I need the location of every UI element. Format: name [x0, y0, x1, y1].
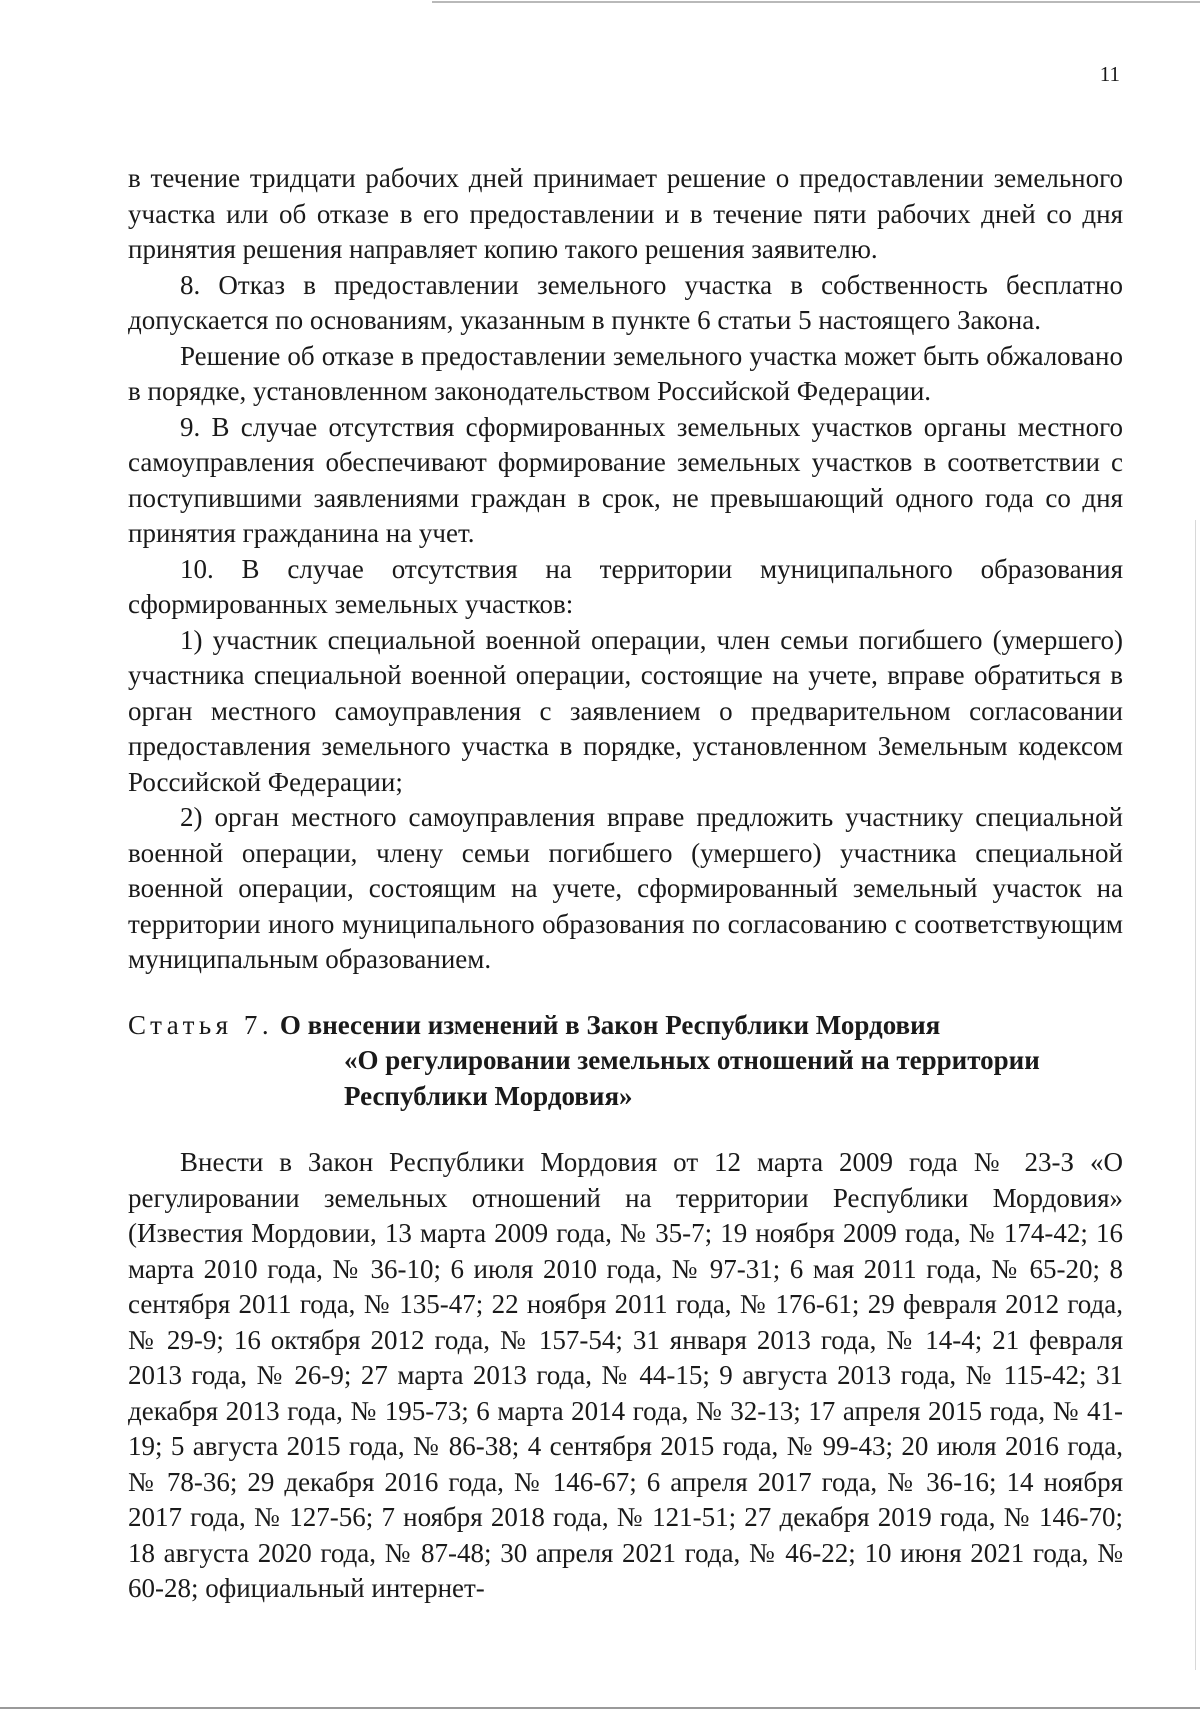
paragraph-appeal: Решение об отказе в предоставлении земельного участка может быть обжаловано в порядке, установленном законодательством Российской Федерации.	[128, 340, 1123, 406]
paragraph-subitem-1: 1) участник специальной военной операции, член семьи погибшего (умершего) участника специальной военной операции, состоящие на учете, вправе обратиться в орган местного самоуправления с заявлением о предварительном согласовании предоставления земельного участка в порядке, установленном Земельным кодексом Российской Федерации;	[128, 624, 1123, 797]
page-number: 11	[1099, 62, 1120, 86]
article-title-line-1: О внесении изменений в Закон Республики Мордовия	[279, 1009, 941, 1040]
paragraph-subitem-2: 2) орган местного самоуправления вправе предложить участнику специальной военной операции, члену семьи погибшего (умершего) участника специальной военной операции, состоящим на учете, сформированный земельный участок на территории иного муниципального образования по согласованию с соответствующим муниципальным образованием.	[128, 802, 1123, 974]
scan-right-edge	[1195, 520, 1196, 1670]
paragraph-continuation: в течение тридцати рабочих дней принимает решение о предоставлении земельного участка или об отказе в его предоставлении и в течение пяти рабочих дней со дня принятия решения направляет копию такого решения заявителю.	[128, 163, 1123, 264]
document-body	[128, 161, 1123, 1607]
scan-bottom-edge	[0, 1707, 1200, 1709]
article-heading	[128, 1008, 1123, 1115]
article-title-line-3: Республики Мордовия»	[344, 1080, 633, 1111]
paragraph-item-8: 8. Отказ в предоставлении земельного участка в собственность бесплатно допускается по основаниям, указанным в пункте 6 статьи 5 настоящего Закона.	[128, 269, 1123, 335]
article-label: Статья 7.	[128, 1009, 274, 1040]
scan-top-edge	[0, 1, 1200, 3]
article-heading-line-1	[128, 1008, 1123, 1044]
paragraph-amendment: Внести в Закон Республики Мордовия от 12 марта 2009 года № 23-З «О регулировании земельных отношений на территории Республики Мордовия» (Известия Мордовии, 13 марта 2009 года, № 35-7; 19 ноября 2009 года, № 174-42; 16 марта 2010 года, № 36-10; 6 июля 2010 года, № 97-31; 6 мая 2011 года, № 65-20; 8 сентября 2011 года, № 135-47; 22 ноября 2011 года, № 176-61; 29 февраля 2012 года, № 29-9; 16 октября 2012 года, № 157-54; 31 января 2013 года, № 14-4; 21 февраля 2013 года, № 26-9; 27 марта 2013 года, № 44-15; 9 августа 2013 года, № 115-42; 31 декабря 2013 года, № 195-73; 6 марта 2014 года, № 32-13; 17 апреля 2015 года, № 41-19; 5 августа 2015 года, № 86-38; 4 сентября 2015 года, № 99-43; 20 июля 2016 года, № 78-36; 29 декабря 2016 года, № 146-67; 6 апреля 2017 года, № 36-16; 14 ноября 2017 года, № 127-56; 7 ноября 2018 года, № 121-51; 27 декабря 2019 года, № 146-70; 18 августа 2020 года, № 87-48; 30 апреля 2021 года, № 46-22; 10 июня 2021 года, № 60-28; официальный интернет-	[128, 1147, 1123, 1603]
paragraph-item-9: 9. В случае отсутствия сформированных земельных участков органы местного самоуправления обеспечивают формирование земельных участков в соответствии с поступившими заявлениями граждан в срок, не превышающий одного года со дня принятия гражданина на учет.	[128, 411, 1123, 548]
article-title-line-2: «О регулировании земельных отношений на территории	[344, 1045, 1040, 1075]
paragraph-item-10: 10. В случае отсутствия на территории муниципального образования сформированных земельных участков:	[128, 553, 1123, 619]
